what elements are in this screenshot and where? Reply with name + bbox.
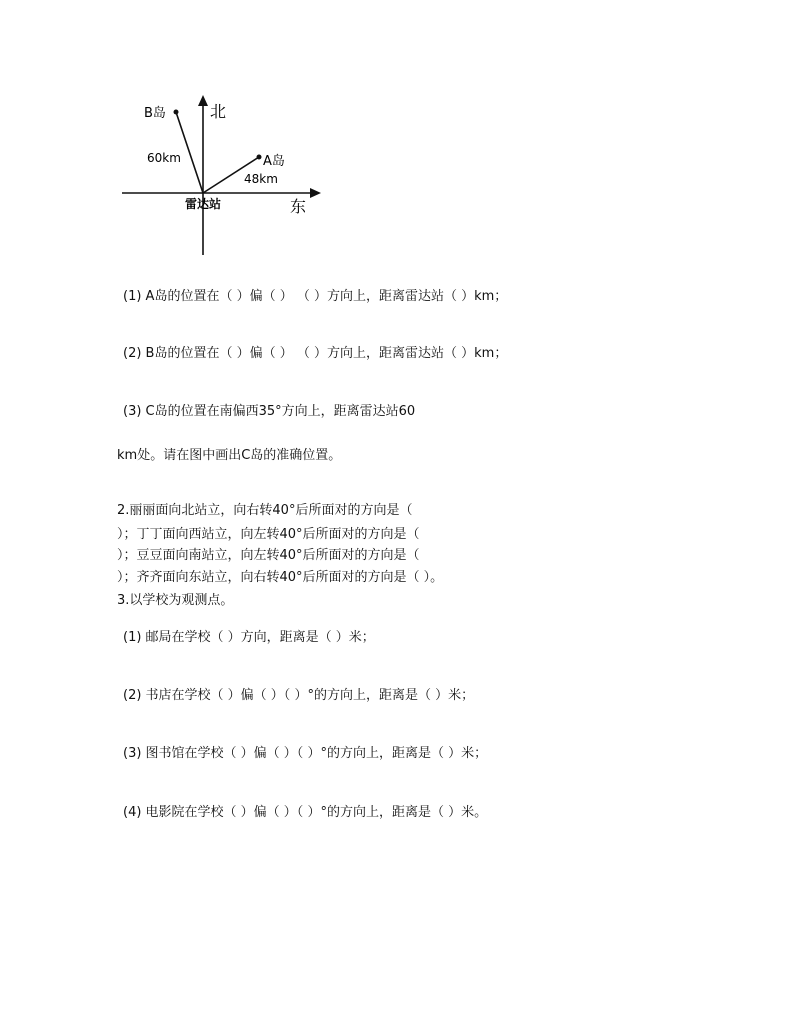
q2-line-1: 2.丽丽面向北站立，向右转40°后所面对的方向是（: [117, 503, 413, 518]
island-a-label: A岛: [263, 154, 285, 169]
q3-item-4: (4) 电影院在学校（ ）偏（ ）（ ）°的方向上，距离是（ ）米。: [123, 805, 488, 820]
island-b-distance: 60km: [147, 151, 181, 165]
island-a-point: [257, 155, 262, 160]
north-label: 北: [210, 102, 227, 121]
q1-item-1: (1) A岛的位置在（ ）偏（ ） （ ）方向上，距离雷达站（ ）km；: [123, 289, 508, 304]
q3-item-3: (3) 图书馆在学校（ ）偏（ ）（ ）°的方向上，距离是（ ）米；: [123, 746, 488, 761]
q1-item-2: (2) B岛的位置在（ ）偏（ ） （ ）方向上，距离雷达站（ ）km；: [123, 346, 508, 361]
q3-title: 3.以学校为观测点。: [117, 593, 234, 608]
q2-line-2: ）；丁丁面向西站立，向左转40°后所面对的方向是（: [117, 527, 420, 542]
q3-item-2: (2) 书店在学校（ ）偏（ ）（ ）°的方向上，距离是（ ）米；: [123, 688, 475, 703]
q3-item-1: (1) 邮局在学校（ ）方向，距离是（ ）米；: [123, 630, 375, 645]
east-label: 东: [290, 197, 307, 216]
island-b-label: B岛: [144, 106, 166, 121]
east-arrowhead: [310, 188, 321, 198]
radar-direction-diagram: [110, 90, 340, 260]
north-arrowhead: [198, 95, 208, 106]
q1-item-3: (3) C岛的位置在南偏西35°方向上，距离雷达站60: [123, 404, 416, 419]
q2-line-4: ）；齐齐面向东站立，向右转40°后所面对的方向是（ ）。: [117, 570, 444, 585]
q2-line-3: ）；豆豆面向南站立，向左转40°后所面对的方向是（: [117, 548, 420, 563]
island-a-distance: 48km: [244, 172, 278, 186]
radar-station-label: 雷达站: [185, 197, 222, 211]
island-b-point: [174, 110, 179, 115]
q1-item-3-continuation: km处。请在图中画出C岛的准确位置。: [117, 448, 342, 463]
